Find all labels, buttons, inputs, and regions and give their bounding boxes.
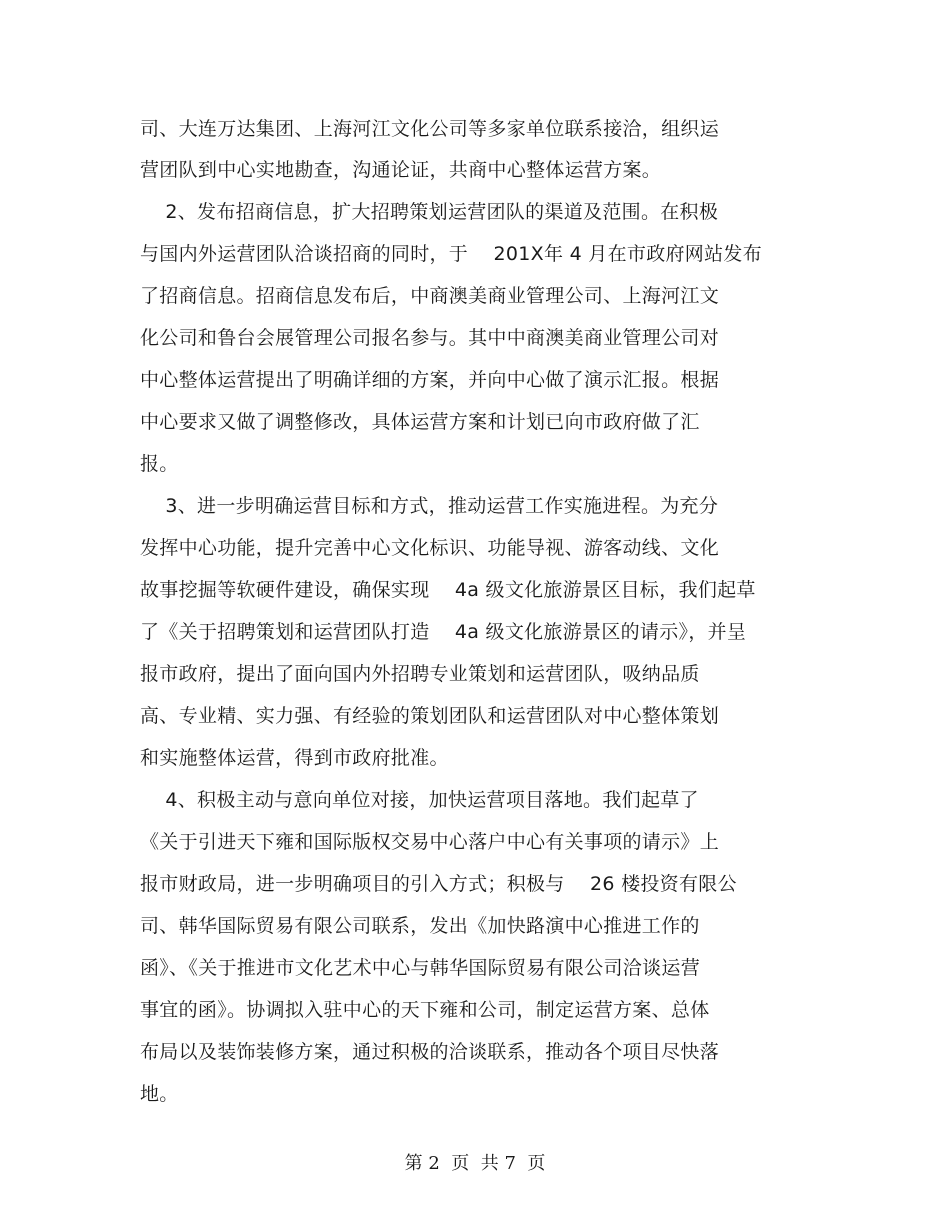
text-line: 函》、《关于推进市文化艺术中心与韩华国际贸易有限公司洽谈运营	[140, 957, 701, 979]
text-line: 营团队到中心实地勘查，沟通论证，共商中心整体运营方案。	[140, 159, 662, 181]
text-line: 司、韩华国际贸易有限公司联系，发出《加快路演中心推进工作的	[140, 915, 700, 937]
text-line: 布局以及装饰装修方案，通过积极的洽谈联系，推动各个项目尽快落	[140, 1041, 720, 1063]
text-line: 中心整体运营提出了明确详细的方案，并向中心做了演示汇报。根据	[140, 369, 720, 391]
text-line: 中心要求又做了调整修改，具体运营方案和计划已向市政府做了汇	[140, 411, 700, 433]
text-line: 3、进一步明确运营目标和方式，推动运营工作实施进程。为充分	[140, 495, 719, 517]
text-line: 2、发布招商信息，扩大招聘策划运营团队的渠道及范围。在积极	[140, 201, 719, 223]
text-line: 4、积极主动与意向单位对接，加快运营项目落地。我们起草了	[140, 789, 699, 811]
text-line: 故事挖掘等软硬件建设，确保实现 4a 级文化旅游景区目标，我们起草	[140, 579, 756, 601]
text-line: 化公司和鲁台会展管理公司报名参与。其中中商澳美商业管理公司对	[140, 327, 720, 349]
text-line: 《关于引进天下雍和国际版权交易中心落户中心有关事项的请示》上	[140, 831, 720, 853]
text-line: 发挥中心功能，提升完善中心文化标识、功能导视、游客动线、文化	[140, 537, 720, 559]
text-line: 报。	[140, 453, 179, 475]
text-line: 司、大连万达集团、上海河江文化公司等多家单位联系接洽，组织运	[140, 118, 720, 140]
text-line: 了招商信息。招商信息发布后，中商澳美商业管理公司、上海河江文	[140, 285, 720, 307]
text-line: 报市财政局，进一步明确项目的引入方式；积极与 26 楼投资有限公	[140, 873, 737, 895]
text-line: 地。	[140, 1083, 179, 1105]
page-number-footer: 第 2 页 共 7 页	[404, 1153, 546, 1174]
text-line: 与国内外运营团队洽谈招商的同时，于 201X年 4 月在市政府网站发布	[140, 243, 763, 265]
text-line: 高、专业精、实力强、有经验的策划团队和运营团队对中心整体策划	[140, 705, 720, 727]
text-line: 事宜的函》。协调拟入驻中心的天下雍和公司，制定运营方案、总体	[140, 999, 710, 1021]
text-line: 报市政府，提出了面向国内外招聘专业策划和运营团队，吸纳品质	[140, 663, 700, 685]
text-line: 和实施整体运营，得到市政府批准。	[140, 747, 449, 769]
text-line: 了《关于招聘策划和运营团队打造 4a 级文化旅游景区的请示》，并呈	[140, 621, 747, 643]
